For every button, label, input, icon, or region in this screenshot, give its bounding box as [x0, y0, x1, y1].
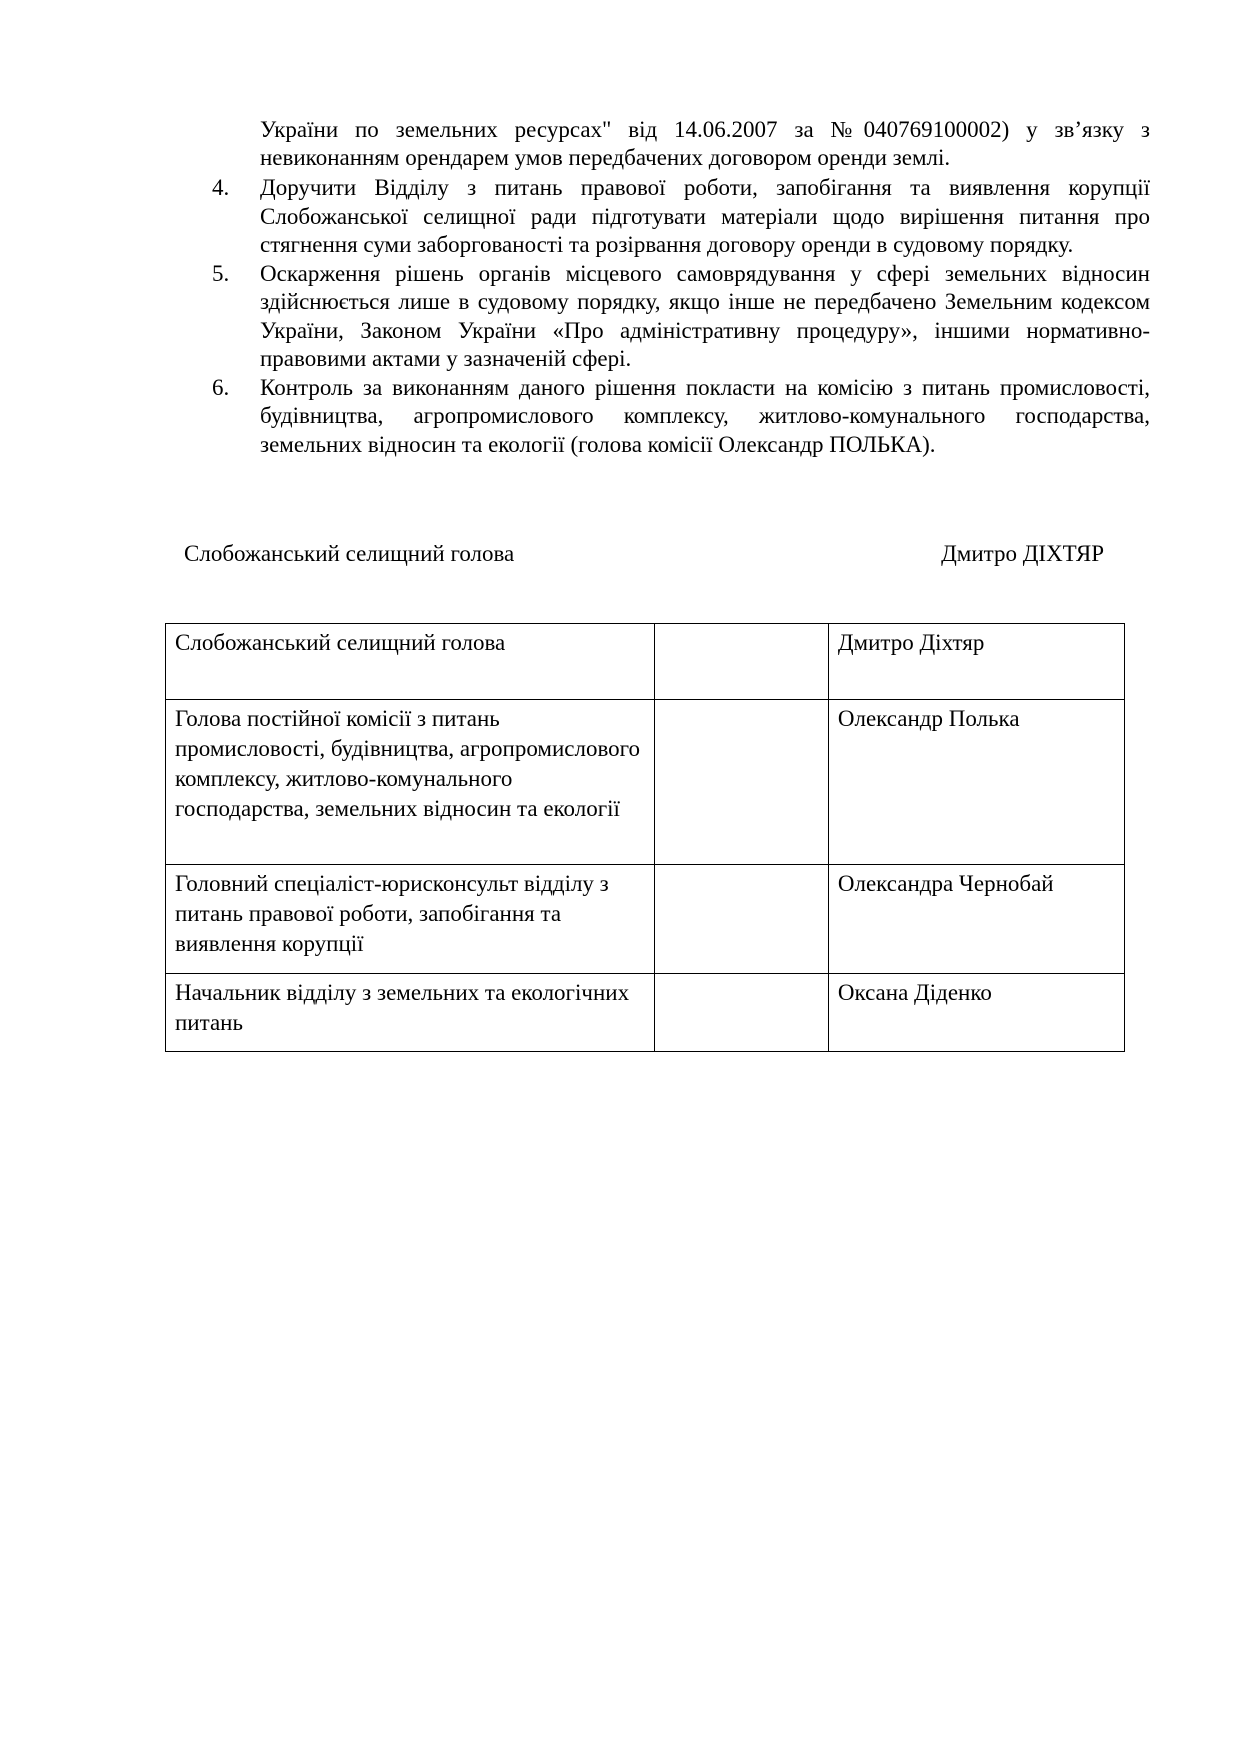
approver-signature-cell: [654, 865, 828, 974]
decision-item-6: [212, 374, 1150, 460]
approver-position: Голова постійної комісії з питань промисловості, будівництва, агропромислового комплексу, житлово-комунального господарства, земельних відносин та екології: [166, 700, 655, 865]
table-row: [166, 624, 1125, 700]
approval-table: [165, 623, 1125, 1052]
approver-name: Оксана Діденко: [828, 974, 1124, 1052]
table-row: [166, 974, 1125, 1052]
table-row: [166, 865, 1125, 974]
decision-item-5: [212, 260, 1150, 374]
item-number: 5.: [212, 260, 230, 286]
signature-position: Слобожанський селищний голова: [184, 541, 515, 566]
signature-block: [184, 540, 1104, 568]
approver-name: Дмитро Діхтяр: [828, 624, 1124, 700]
continuation-paragraph: України по земельних ресурсах" від 14.06.2007 за №040769100002) у зв’язку з невиконанням орендарем умов передбачених договором оренди землі.: [260, 117, 1150, 170]
signature-name: Дмитро ДІХТЯР: [941, 541, 1104, 566]
approver-position: Головний спеціаліст-юрисконсульт відділу з питань правової роботи, запобігання та виявлення корупції: [166, 865, 655, 974]
approver-name: Олександра Чернобай: [828, 865, 1124, 974]
approver-signature-cell: [654, 700, 828, 865]
decision-items-list: [212, 174, 1150, 459]
item-text: Доручити Відділу з питань правової роботи, запобігання та виявлення корупції Слобожанської селищної ради підготувати матеріали щодо вирішення питання про стягнення суми заборгованості та розірвання договору оренди в судовому порядку.: [260, 175, 1150, 257]
item-number: 6.: [212, 374, 230, 400]
table-row: [166, 700, 1125, 865]
item-number: 4.: [212, 175, 230, 200]
approver-position: Слобожанський селищний голова: [166, 624, 655, 700]
decision-item-4: [212, 174, 1150, 260]
item-text: Оскарження рішень органів місцевого самоврядування у сфері земельних відносин здійснюється лише в судовому порядку, якщо інше не передбачено Земельним кодексом України, Законом України «Про адміністративну процедуру», іншими нормативно-правовими актами у зазначеній сфері.: [260, 260, 1150, 371]
item-text: Контроль за виконанням даного рішення покласти на комісію з питань промисловості, будівництва, агропромислового комплексу, житлово-комунального господарства, земельних відносин та екології (голова комісії Олександр ПОЛЬКА).: [260, 374, 1150, 457]
approver-signature-cell: [654, 974, 828, 1052]
approver-signature-cell: [654, 624, 828, 700]
approver-position: Начальник відділу з земельних та екологічних питань: [166, 974, 655, 1052]
approver-name: Олександр Полька: [828, 700, 1124, 865]
